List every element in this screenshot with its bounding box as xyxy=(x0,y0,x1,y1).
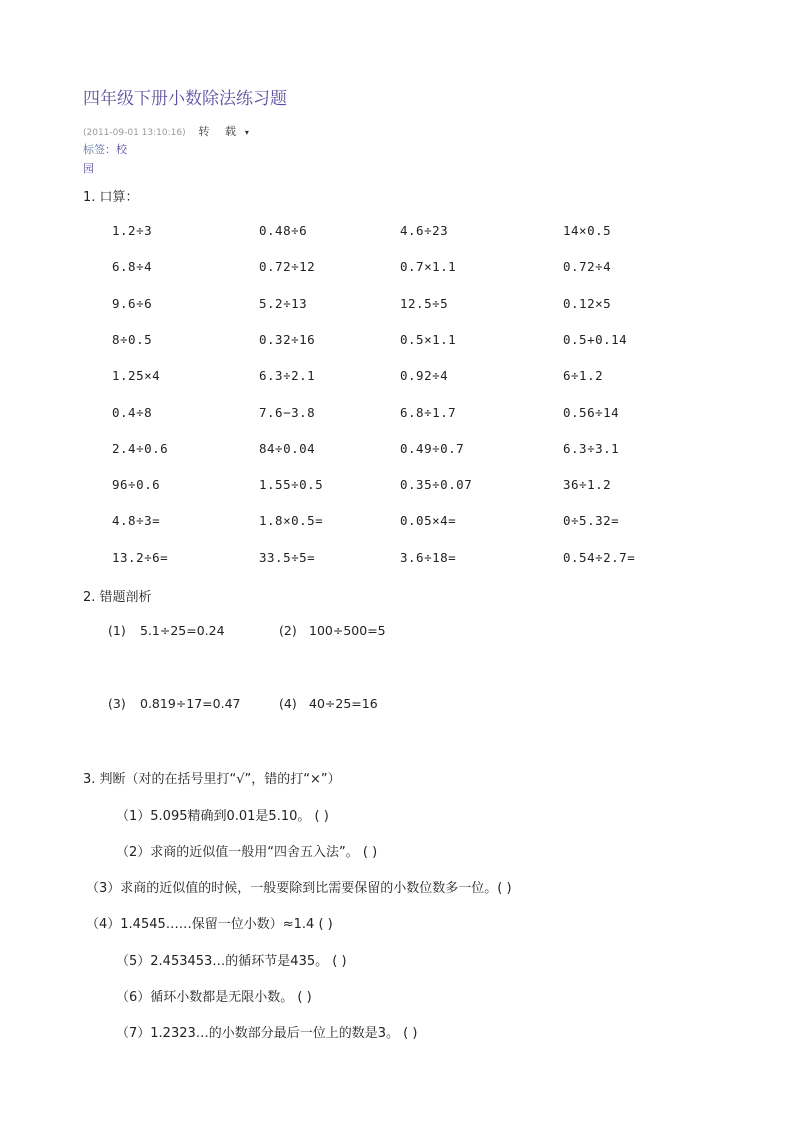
calc-item: 0.05×4= xyxy=(400,513,457,528)
calc-item: 0.32÷16 xyxy=(259,332,316,347)
error-item-text: 40÷25=16 xyxy=(309,696,378,711)
tags-line xyxy=(83,141,127,157)
calc-item: 6.3÷3.1 xyxy=(563,441,620,456)
error-item-text: 5.1÷25=0.24 xyxy=(140,623,225,638)
error-item-num: (2) xyxy=(279,623,297,638)
judge-item: （1）5.095精确到0.01是5.10。 ( ) xyxy=(116,809,329,824)
page-title: 四年级下册小数除法练习题 xyxy=(83,89,287,109)
calc-item: 0.72÷12 xyxy=(259,259,316,274)
calc-item: 0.5+0.14 xyxy=(563,332,628,347)
calc-item: 33.5÷5= xyxy=(259,550,316,565)
section3-heading: 3. 判断（对的在括号里打“√”，错的打“×”） xyxy=(83,772,341,787)
calc-item: 7.6−3.8 xyxy=(259,405,316,420)
calc-item: 0.56÷14 xyxy=(563,405,620,420)
calc-item: 96÷0.6 xyxy=(112,477,161,492)
calc-item: 1.8×0.5= xyxy=(259,513,324,528)
error-item-num: (3) xyxy=(108,696,126,711)
calc-item: 0.5×1.1 xyxy=(400,332,457,347)
calc-item: 8÷0.5 xyxy=(112,332,153,347)
calc-item: 0.7×1.1 xyxy=(400,259,457,274)
post-datetime: (2011-09-01 13:10:16) xyxy=(83,128,186,138)
error-item-num: (1) xyxy=(108,623,126,638)
calc-item: 6.8÷4 xyxy=(112,259,153,274)
calc-item: 0.49÷0.7 xyxy=(400,441,465,456)
calc-item: 0.4÷8 xyxy=(112,405,153,420)
judge-item: （4）1.4545……保留一位小数）≈1.4 ( ) xyxy=(86,917,333,932)
tag-link[interactable]: 校 xyxy=(116,143,127,156)
calc-item: 4.6÷23 xyxy=(400,223,449,238)
calc-item: 0.72÷4 xyxy=(563,259,612,274)
judge-item: （3）求商的近似值的时候，一般要除到比需要保留的小数位数多一位。( ) xyxy=(86,881,512,896)
calc-item: 0.48÷6 xyxy=(259,223,308,238)
error-item-num: (4) xyxy=(279,696,297,711)
tag-link-continued[interactable]: 园 xyxy=(83,162,94,175)
calc-item: 12.5÷5 xyxy=(400,296,449,311)
calc-item: 5.2÷13 xyxy=(259,296,308,311)
calc-item: 1.55÷0.5 xyxy=(259,477,324,492)
section1-heading: 1. 口算： xyxy=(83,190,139,205)
calc-item: 1.2÷3 xyxy=(112,223,153,238)
calc-item: 14×0.5 xyxy=(563,223,612,238)
calc-item: 0÷5.32= xyxy=(563,513,620,528)
judge-item: （7）1.2323…的小数部分最后一位上的数是3。 ( ) xyxy=(116,1026,418,1041)
judge-item: （5）2.453453…的循环节是435。 ( ) xyxy=(116,954,347,969)
error-item-text: 0.819÷17=0.47 xyxy=(140,696,241,711)
calc-item: 9.6÷6 xyxy=(112,296,153,311)
calc-item: 2.4÷0.6 xyxy=(112,441,169,456)
calc-item: 6.3÷2.1 xyxy=(259,368,316,383)
calc-item: 0.54÷2.7= xyxy=(563,550,636,565)
error-item-text: 100÷500=5 xyxy=(309,623,386,638)
calc-item: 13.2÷6= xyxy=(112,550,169,565)
chevron-down-icon[interactable]: ▾ xyxy=(244,128,249,137)
judge-item: （6）循环小数都是无限小数。 ( ) xyxy=(116,990,312,1005)
calc-item: 36÷1.2 xyxy=(563,477,612,492)
calc-item: 84÷0.04 xyxy=(259,441,316,456)
calc-item: 1.25×4 xyxy=(112,368,161,383)
calc-item: 6.8÷1.7 xyxy=(400,405,457,420)
repost-link[interactable]: 转 载 xyxy=(198,125,242,138)
calc-item: 4.8÷3= xyxy=(112,513,161,528)
calc-item: 3.6÷18= xyxy=(400,550,457,565)
section2-heading: 2. 错题剖析 xyxy=(83,590,152,605)
calc-item: 0.92÷4 xyxy=(400,368,449,383)
calc-item: 6÷1.2 xyxy=(563,368,604,383)
calc-item: 0.35÷0.07 xyxy=(400,477,473,492)
judge-item: （2）求商的近似值一般用“四舍五入法”。 ( ) xyxy=(116,845,378,860)
post-meta xyxy=(83,123,249,139)
tags-label: 标签： xyxy=(83,143,116,156)
calc-item: 0.12×5 xyxy=(563,296,612,311)
